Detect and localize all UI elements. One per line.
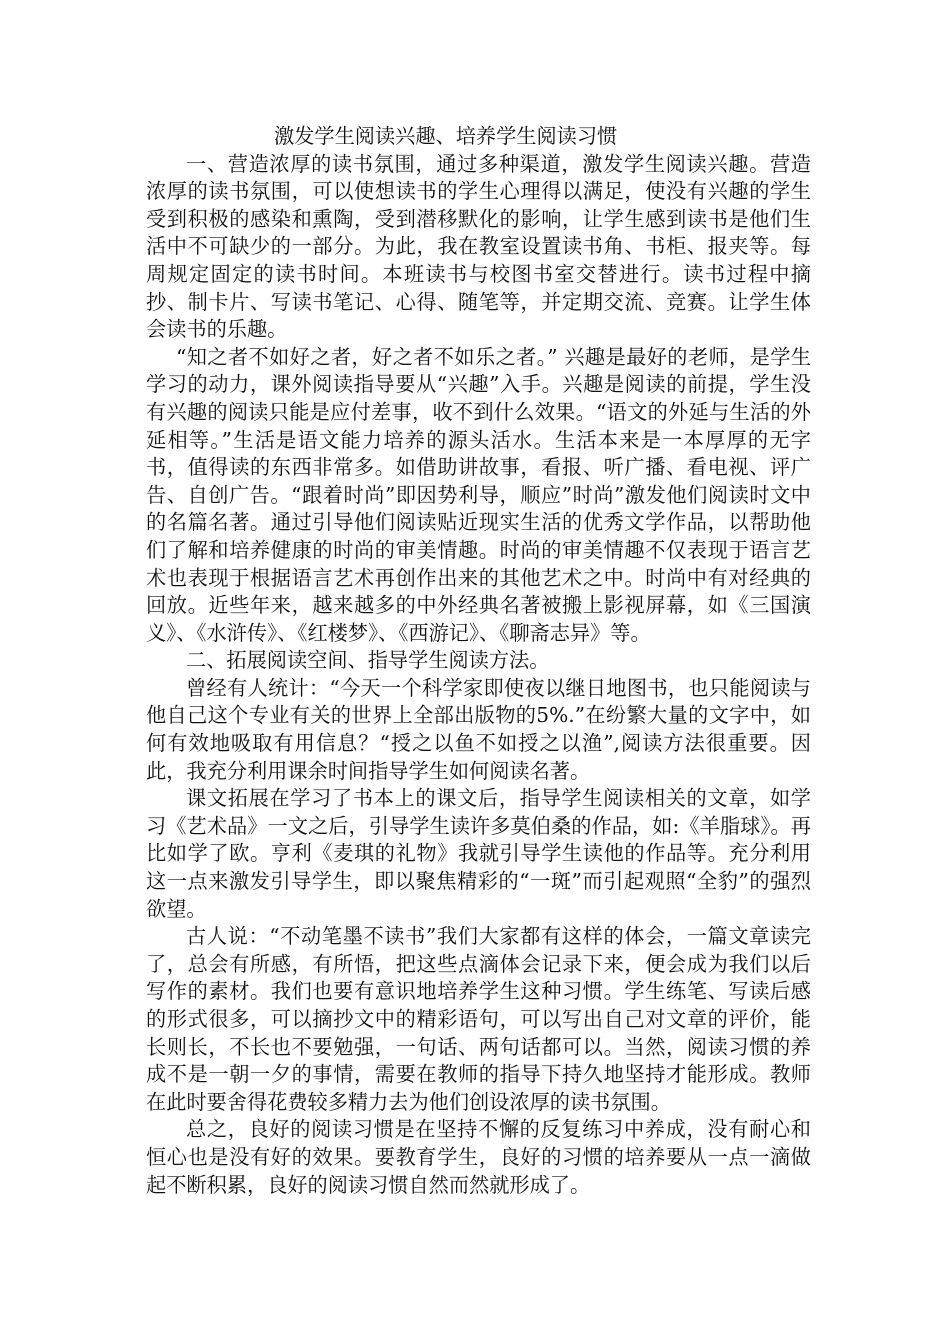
document-body xyxy=(146,123,811,1199)
paragraph-7: 总之，良好的阅读习惯是在坚持不懈的反复练习中养成，没有耐心和恒心也是没有好的效果。要教育学生，良好的习惯的培养要从一点一滴做起不断积累，良好的阅读习惯自然而然就形成了。 xyxy=(146,1117,811,1197)
paragraph-3: 二、拓展阅读空间、指导学生阅读方法。 xyxy=(186,648,550,673)
paragraph-6: 古人说：“不动笔墨不读书”我们大家都有这样的体会，一篇文章读完了，总会有所感，有所悟，把这些点滴体会记录下来，便会成为我们以后写作的素材。我们也要有意识地培养学生这种习惯。学生练笔、写读后感的形式很多，可以摘抄文中的精彩语句，可以写出自己对文章的评价，能长则长，不长也不要勉强，一句话、两句话都可以。当然，阅读习惯的养成不是一朝一夕的事情，需要在教师的指导下持久地坚持才能形成。教师在此时要舍得花费较多精力去为他们创设浓厚的读书氛围。 xyxy=(146,924,811,1114)
paragraph-5: 课文拓展在学习了书本上的课文后，指导学生阅读相关的文章，如学习《艺术品》一文之后，引导学生读许多莫伯桑的作品，如:《羊脂球》。再比如学了欧。亨利《麦琪的礼物》我就引导学生读他的作品等。充分利用这一点来激发引导学生，即以聚焦精彩的“一斑”而引起观照“全豹”的强烈欲望。 xyxy=(146,786,811,921)
paragraph-4: 曾经有人统计：“今天一个科学家即使夜以继日地图书，也只能阅读与他自己这个专业有关的世界上全部出版物的5%.”在纷繁大量的文字中，如何有效地吸取有用信息？“授之以鱼不如授之以渔”,阅读方法很重要。因此，我充分利用课余时间指导学生如何阅读名著。 xyxy=(146,675,811,783)
document-title: 激发学生阅读兴趣、培养学生阅读习惯 xyxy=(274,124,618,148)
paragraph-1: 一、营造浓厚的读书氛围，通过多种渠道，激发学生阅读兴趣。营造浓厚的读书氛围，可以使想读书的学生心理得以满足，使没有兴趣的学生受到积极的感染和熏陶，受到潜移默化的影响，让学生感到读书是他们生活中不可缺少的一部分。为此，我在教室设置读书角、书柜、报夹等。每周规定固定的读书时间。本班读书与校图书室交替进行。读书过程中摘抄、制卡片、写读书笔记、心得、随笔等，并定期交流、竞赛。让学生体会读书的乐趣。 xyxy=(146,151,811,342)
paragraph-2: “知之者不如好之者，好之者不如乐之者。” 兴趣是最好的老师，是学生学习的动力，课外阅读指导要从“兴趣”入手。兴趣是阅读的前提，学生没有兴趣的阅读只能是应付差事，收不到什么效果。“语文的外延与生活的外延相等。”生活是语文能力培养的源头活水。生活本来是一本厚厚的无字书，值得读的东西非常多。如借助讲故事，看报、听广播、看电视、评广告、自创广告。“跟着时尚”即因势利导，顺应”时尚”激发他们阅读时文中的名篇名著。通过引导他们阅读贴近现实生活的优秀文学作品，以帮助他们了解和培养健康的时尚的审美情趣。时尚的审美情趣不仅表现于语言艺术也表现于根据语言艺术再创作出来的其他艺术之中。时尚中有对经典的回放。近些年来，越来越多的中外经典名著被搬上影视屏幕，如《三国演义》、《水浒传》、《红楼梦》、《西游记》、《聊斋志异》等。 xyxy=(146,344,811,645)
